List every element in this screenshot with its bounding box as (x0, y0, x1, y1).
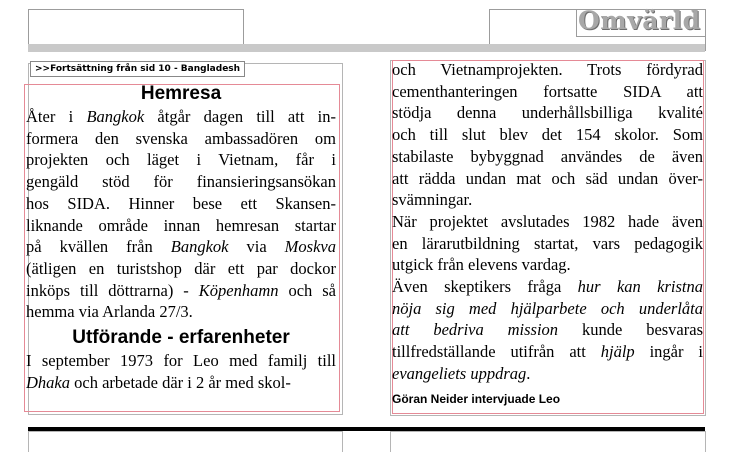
text-line: på kvällen från Bangkok via Moskva (26, 237, 336, 257)
paragraph-cement-lines (392, 59, 703, 211)
continuation-label: >>Fortsättning från sid 10 - Bangladesh (30, 61, 245, 77)
text-line: och till slut blev det 154 skolor. Som (392, 125, 703, 145)
text-line: evangeliets uppdrag. (392, 363, 531, 383)
text-line: Åter i Bangkok åtgår dagen till att in- (26, 107, 336, 126)
text-line: att rädda undan mat och säd undan över- (392, 168, 703, 188)
text-line: hos SIDA. Hinner bese ett Skansen- (26, 193, 336, 213)
footer-box-right (390, 431, 706, 452)
paragraph-hemresa-lines (26, 106, 336, 323)
text-line: en lärarutbildning startat, vars pedagogik (392, 233, 703, 253)
paragraph-teacher-training-lines (392, 211, 703, 276)
byline-signature: Göran Neider intervjuade Leo (392, 391, 561, 406)
text-line: projekten och läget i Vietnam, får i (26, 150, 336, 170)
text-line: När projektet avslutades 1982 hade även (392, 211, 703, 231)
paragraph-hemresa (26, 106, 336, 323)
text-line: gengäld stöd för finansieringsansökan (26, 172, 336, 192)
text-line: Dhaka och arbetade där i 2 år med skol- (26, 372, 291, 392)
text-line: hemma via Arlanda 27/3. (26, 302, 193, 322)
text-line: och Vietnamprojekten. Trots fördyrad (392, 60, 703, 79)
paragraph-utforande-lines (26, 350, 336, 393)
left-column (26, 83, 336, 393)
text-line: I september 1973 for Leo med familj till (26, 351, 336, 371)
text-line: nöja sig med hjälparbete och underlåta (392, 298, 703, 318)
heading-utforande: Utförande - erfarenheter (72, 327, 290, 349)
footer-box-left (28, 431, 343, 452)
paragraph-teacher-training (392, 211, 703, 276)
paragraph-mission-lines (392, 276, 703, 385)
section-title: Omvärld (578, 6, 701, 35)
text-line: formera den svenska ambassadören om (26, 128, 336, 148)
text-line: Även skeptikers fråga hur kan kristna (392, 277, 703, 297)
text-line: stabilaste bybyggnad användes de även (392, 146, 703, 166)
text-line: att bedriva mission kunde besvaras (392, 320, 703, 340)
text-line: cementhanteringen fortsatte SIDA att (392, 81, 703, 101)
text-line: inköps till döttrarna) - Köpenhamn och så (26, 280, 336, 300)
text-line: liknande område innan hemresan startar (26, 215, 336, 235)
paragraph-utforande (26, 350, 336, 393)
paragraph-mission (392, 276, 703, 385)
text-line: (ätligen en turistshop där ett par dockor (26, 258, 336, 278)
text-line: utgick från elevens vardag. (392, 255, 571, 275)
paragraph-cement (392, 59, 703, 211)
header-gray-bar (28, 44, 705, 52)
text-line: tillfredställande utifrån att hjälp ingår i (392, 342, 703, 362)
right-column (392, 59, 703, 407)
heading-hemresa: Hemresa (140, 83, 222, 104)
text-line: svämningar. (392, 190, 473, 210)
text-line: stödja denna underhållsbilliga kvalité (392, 103, 703, 123)
